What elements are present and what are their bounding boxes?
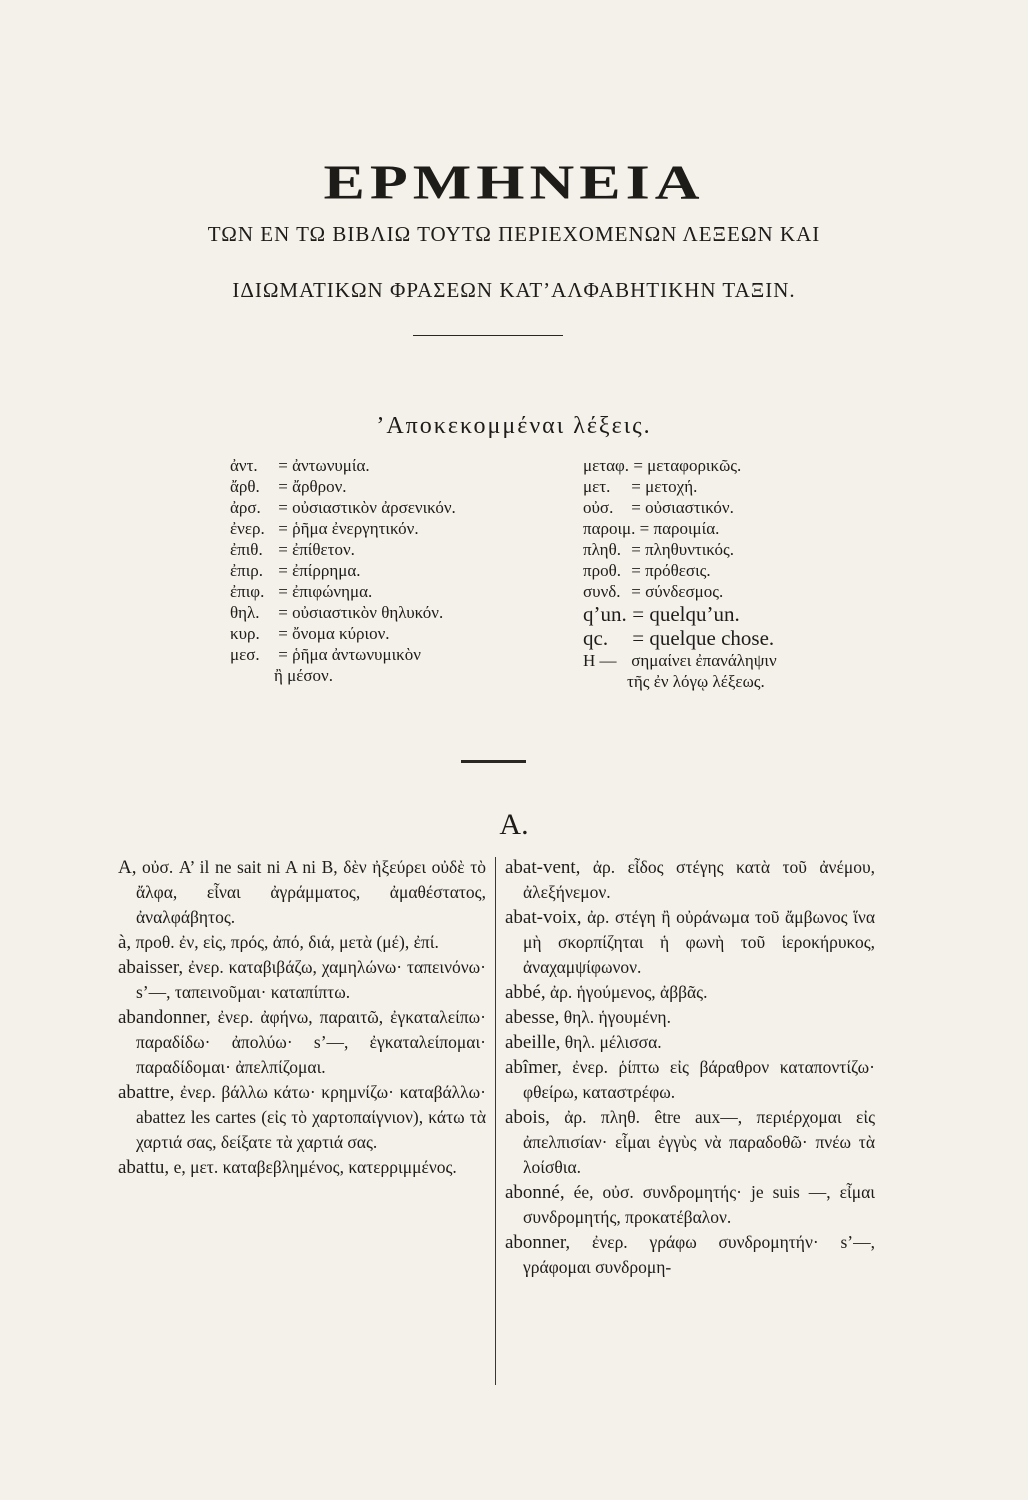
dictionary-entry [118, 1155, 486, 1180]
abbreviation-row [583, 518, 883, 539]
abbreviation-row [230, 518, 530, 539]
dictionary-entry [118, 955, 486, 1005]
abbreviation: συνδ. [583, 582, 621, 601]
abbreviation-row [583, 539, 883, 560]
dictionary-left-column [118, 855, 486, 1180]
abbreviation-row [583, 497, 883, 518]
abbreviation-row [230, 665, 530, 686]
abbreviation: πληθ. [583, 540, 621, 559]
headword: abat-voix, [505, 907, 582, 928]
abbreviation-meaning: = ἄρθρον. [278, 477, 347, 496]
abbreviation-meaning: ἢ μέσον. [274, 666, 333, 685]
dictionary-entry [505, 1005, 875, 1030]
definition: e, μετ. καταβεβλημένος, κατερριμμένος. [169, 1157, 457, 1177]
abbreviation-meaning: = πληθυντικός. [631, 540, 734, 559]
divider-rule [461, 760, 526, 763]
definition: ἐνερ. ἀφήνω, παραιτῶ, ἐγκαταλείπω· παραδίδω· ἀπολύω· s’—, ἐγκαταλείπομαι· παραδίδομαι· ἀπελπίζομαι. [136, 1007, 486, 1077]
abbreviation-row [230, 581, 530, 602]
abbreviation-meaning: = ῥῆμα ἀντωνυμικὸν [278, 645, 421, 664]
headword: à, [118, 932, 132, 953]
abbreviation: μετ. [583, 477, 611, 496]
abbreviation: ἐπιφ. [230, 582, 265, 601]
abbreviations-heading: ’Αποκεκομμέναι λέξεις. [376, 413, 652, 439]
definition: θηλ. μέλισσα. [560, 1032, 662, 1052]
abbreviation-meaning: = πρόθεσις. [631, 561, 711, 580]
abbreviation: qc. [583, 626, 609, 650]
dictionary-entry [505, 855, 875, 905]
dictionary-entry [505, 980, 875, 1005]
abbreviation-row [583, 455, 883, 476]
abbreviation: ἐπιθ. [230, 540, 263, 559]
headword: abois, [505, 1107, 550, 1128]
abbreviation-meaning: = ἀντωνυμία. [278, 456, 370, 475]
headword: abonné, [505, 1182, 565, 1203]
abbreviation-meaning: = οὐσιαστικὸν ἀρσενικόν. [278, 498, 456, 517]
definition: ἐνερ. βάλλω κάτω· κρημνίζω· καταβάλλω· abattez les cartes (εἰς τὸ χαρτοπαίγνιον), κάτω τὰ χαρτιά σας, δείξατε τὰ χαρτιά σας. [136, 1082, 486, 1152]
abbreviation-meaning: = οὐσιαστικόν. [631, 498, 734, 517]
abbreviation-meaning: = μεταφορικῶς. [633, 456, 742, 475]
abbreviation-meaning: σημαίνει ἐπανάληψιν [631, 651, 777, 670]
section-letter: Α. [499, 808, 529, 841]
abbreviation-row [583, 650, 883, 671]
abbreviation: παροιμ. [583, 519, 636, 538]
headword: abbé, [505, 982, 546, 1003]
abbreviation-row [230, 560, 530, 581]
abbreviation: ἄρθ. [230, 477, 260, 496]
abbreviation-row [583, 671, 883, 692]
abbreviation-meaning: = ἐπιφώνημα. [278, 582, 373, 601]
abbreviation: ἀντ. [230, 456, 258, 475]
abbreviation: μεσ. [230, 645, 260, 664]
abbreviation-meaning: = quelque chose. [632, 626, 775, 650]
dictionary-entry [118, 855, 486, 930]
headword: abonner, [505, 1232, 571, 1253]
subtitle-line-2: ΙΔΙΩΜΑΤΙΚΩΝ ΦΡΑΣΕΩΝ ΚΑΤ’ΑΛΦΑΒΗΤΙΚΗΝ ΤΑΞΙΝ. [232, 278, 796, 302]
page-title: ΕΡΜΗΝΕΙΑ [323, 156, 705, 210]
definition: ée, οὐσ. συνδρομητής· je suis —, εἶμαι συνδρομητής, προκατέβαλον. [523, 1182, 875, 1227]
abbreviation: ἐνερ. [230, 519, 265, 538]
headword: abattre, [118, 1082, 175, 1103]
abbreviation-row [230, 476, 530, 497]
abbreviation-meaning: = οὐσιαστικὸν θηλυκόν. [278, 603, 444, 622]
divider-rule [413, 335, 563, 336]
abbreviation: οὐσ. [583, 498, 614, 517]
dictionary-entry [505, 1230, 875, 1280]
definition: οὐσ. A’ il ne sait ni A ni B, δὲν ἠξεύρει οὐδὲ τὸ ἄλφα, εἶναι ἀγράμματος, ἀμαθέστατος, ἀναλφάβητος. [136, 857, 486, 927]
definition: ἐνερ. καταβιβάζω, χαμηλώνω· ταπεινόνω· s’—, ταπεινοῦμαι· καταπίπτω. [136, 957, 486, 1002]
abbreviation-meaning: = ῥῆμα ἐνεργητικόν. [278, 519, 419, 538]
headword: abattu, [118, 1157, 170, 1178]
abbreviation-meaning: = ὄνομα κύριον. [278, 624, 390, 643]
abbreviation-row [230, 644, 530, 665]
dictionary-entry [505, 1055, 875, 1105]
abbreviation-row [230, 455, 530, 476]
abbreviation-meaning: = ἐπίρρημα. [278, 561, 361, 580]
abbreviation-meaning: = μετοχή. [631, 477, 698, 496]
dictionary-entry [505, 1180, 875, 1230]
abbreviation: ἐπιρ. [230, 561, 264, 580]
abbreviation-meaning: = σύνδεσμος. [631, 582, 724, 601]
abbreviation-row [230, 539, 530, 560]
abbreviation: θηλ. [230, 603, 260, 622]
dictionary-entry [505, 905, 875, 980]
abbreviation-meaning: = quelqu’un. [632, 602, 740, 626]
definition: ἀρ. εἶδος στέγης κατὰ τοῦ ἀνέμου, ἀλεξήνεμον. [523, 857, 875, 902]
headword: abat-vent, [505, 857, 581, 878]
subtitle-line-1: ΤΩΝ ΕΝ ΤΩ ΒΙΒΛΙΩ ΤΟΥΤΩ ΠΕΡΙΕΧΟΜΕΝΩΝ ΛΕΞΕΩΝ ΚΑΙ [207, 222, 821, 246]
dictionary-entry [118, 1005, 486, 1080]
abbreviation-meaning: = ἐπίθετον. [278, 540, 355, 559]
headword: A, [118, 857, 137, 878]
abbreviation: προθ. [583, 561, 621, 580]
definition: ἀρ. ἡγούμενος, ἀββᾶς. [545, 982, 708, 1002]
abbreviations-right-column [583, 455, 883, 692]
abbreviation-row [230, 497, 530, 518]
abbreviation-row [583, 476, 883, 497]
headword: abesse, [505, 1007, 560, 1028]
definition: ἐνερ. γράφω συνδρομητήν· s’—, γράφομαι συνδρομη- [523, 1232, 875, 1277]
abbreviation-row [583, 581, 883, 602]
definition: θηλ. ἡγουμένη. [559, 1007, 671, 1027]
abbreviation: μεταφ. [583, 456, 630, 475]
abbreviation-meaning: τῆς ἐν λόγῳ λέξεως. [627, 672, 765, 691]
headword: abaisser, [118, 957, 184, 978]
definition: προθ. ἐν, εἰς, πρός, ἀπό, διά, μετὰ (μέ), ἐπί. [131, 932, 439, 952]
abbreviation: κυρ. [230, 624, 260, 643]
dictionary-entry [505, 1105, 875, 1180]
dictionary-right-column [505, 855, 875, 1280]
abbreviations-left-column [230, 455, 530, 686]
abbreviation-row [230, 602, 530, 623]
headword: abandonner, [118, 1007, 211, 1028]
dictionary-entry [505, 1030, 875, 1055]
column-divider [495, 857, 496, 1385]
definition: ἀρ. στέγη ἢ οὐράνωμα τοῦ ἄμβωνος ἵνα μὴ σκορπίζηται ἡ φωνὴ τοῦ ἱεροκήρυκος, ἀναχαμψίφωνον. [523, 907, 875, 977]
abbreviation-row [230, 623, 530, 644]
headword: abîmer, [505, 1057, 562, 1078]
abbreviation: Η — [583, 651, 617, 670]
abbreviation-row [583, 626, 883, 650]
abbreviation: q’un. [583, 602, 627, 626]
abbreviation-row [583, 560, 883, 581]
abbreviation-row [583, 602, 883, 626]
abbreviation-meaning: = παροιμία. [639, 519, 720, 538]
headword: abeille, [505, 1032, 561, 1053]
dictionary-entry [118, 1080, 486, 1155]
definition: ἀρ. πληθ. être aux—, περιέρχομαι εἰς ἀπελπισίαν· εἶμαι ἐγγὺς νὰ παραδοθῶ· πνέω τὰ λοίσθια. [523, 1107, 875, 1177]
abbreviation: ἀρσ. [230, 498, 261, 517]
dictionary-entry [118, 930, 486, 955]
definition: ἐνερ. ῥίπτω εἰς βάραθρον καταποντίζω· φθείρω, καταστρέφω. [523, 1057, 875, 1102]
